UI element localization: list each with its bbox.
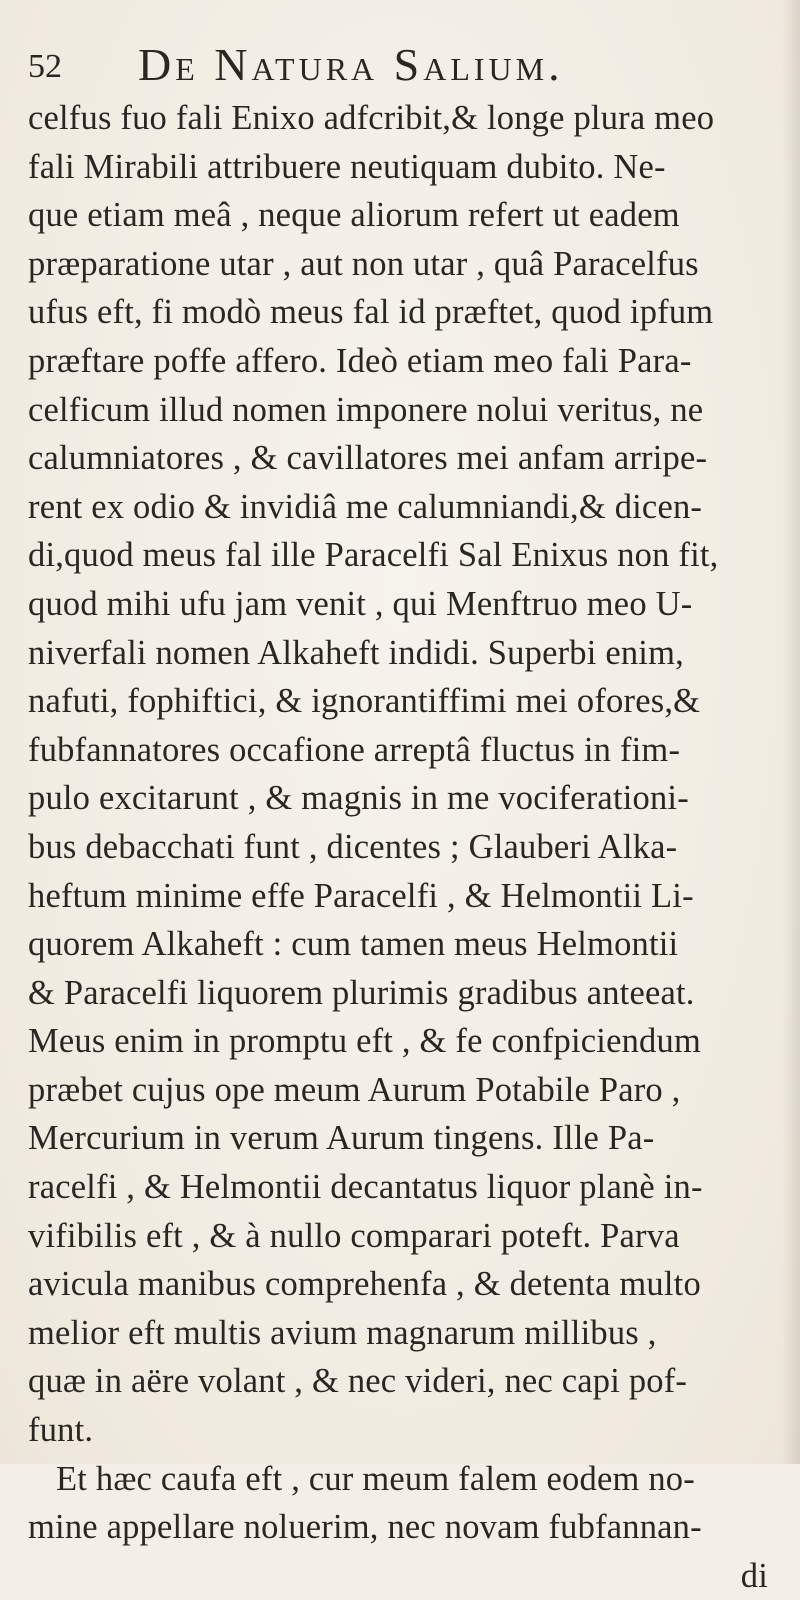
running-title: De Natura Salium. [138, 39, 564, 90]
text-line: præbet cujus ope meum Aurum Potabile Paro , [28, 1070, 681, 1109]
text-line: heftum minime effe Paracelfi , & Helmontii Li- [28, 876, 694, 915]
text-line: celficum illud nomen imponere nolui veritus, ne [28, 390, 704, 429]
text-line: melior eft multis avium magnarum millibus , [28, 1313, 657, 1352]
text-line: Et hæc caufa eft , cur meum falem eodem no- [56, 1459, 695, 1498]
text-line: quorem Alkaheft : cum tamen meus Helmontii [28, 925, 679, 964]
text-line: Mercurium in verum Aurum tingens. Ille Pa- [28, 1119, 655, 1158]
text-line: di,quod meus fal ille Paracelfi Sal Enixus non fit, [28, 536, 719, 575]
text-line: celfus fuo fali Enixo adfcribit,& longe plura meo [28, 99, 715, 137]
text-line: calumniatores , & cavillatores mei anfam arripe- [28, 439, 708, 478]
text-line: nafuti, fophiftici, & ignorantiffimi mei ofores,& [28, 682, 701, 721]
text-line: quæ in aëre volant , & nec videri, nec capi pof- [28, 1362, 688, 1401]
page-header [28, 38, 768, 94]
page-edge-shadow [782, 0, 800, 1464]
text-line: niverfali nomen Alkaheft indidi. Superbi enim, [28, 633, 684, 672]
text-line: quod mihi ufu jam venit , qui Menftruo meo U- [28, 584, 693, 623]
text-line: funt. [28, 1411, 94, 1450]
text-line: ufus eft, fi modò meus fal id præftet, quod ipfum [28, 293, 714, 332]
text-line: & Paracelfi liquorem plurimis gradibus anteeat. [28, 973, 695, 1012]
text-line: vifibilis eft , & à nullo comparari poteft. Parva [28, 1216, 680, 1255]
text-line: que etiam meâ , neque aliorum refert ut eadem [28, 196, 680, 235]
text-line: mine appellare noluerim, nec novam fubfannan- [28, 1508, 702, 1547]
text-line: præftare poffe affero. Ideò etiam meo fali Para- [28, 341, 692, 380]
text-line: fali Mirabili attribuere neutiquam dubito. Ne- [28, 147, 666, 186]
text-line: præparatione utar , aut non utar , quâ Paracelfus [28, 244, 699, 283]
text-line: rent ex odio & invidiâ me calumniandi,& dicen- [28, 487, 703, 526]
page-number: 52 [28, 48, 62, 85]
catchword: di [740, 1556, 768, 1595]
text-line: Meus enim in promptu eft , & fe confpiciendum [28, 1022, 701, 1061]
text-line: fubfannatores occafione arreptâ fluctus in fim- [28, 730, 681, 769]
body-text [28, 94, 778, 1600]
text-line: avicula manibus comprehenfa , & detenta multo [28, 1265, 701, 1304]
text-line: pulo excitarunt , & magnis in me vociferationi- [28, 779, 689, 818]
text-line: bus debacchati funt , dicentes ; Glauberi Alka- [28, 827, 678, 866]
text-line: racelfi , & Helmontii decantatus liquor planè in- [28, 1168, 703, 1207]
